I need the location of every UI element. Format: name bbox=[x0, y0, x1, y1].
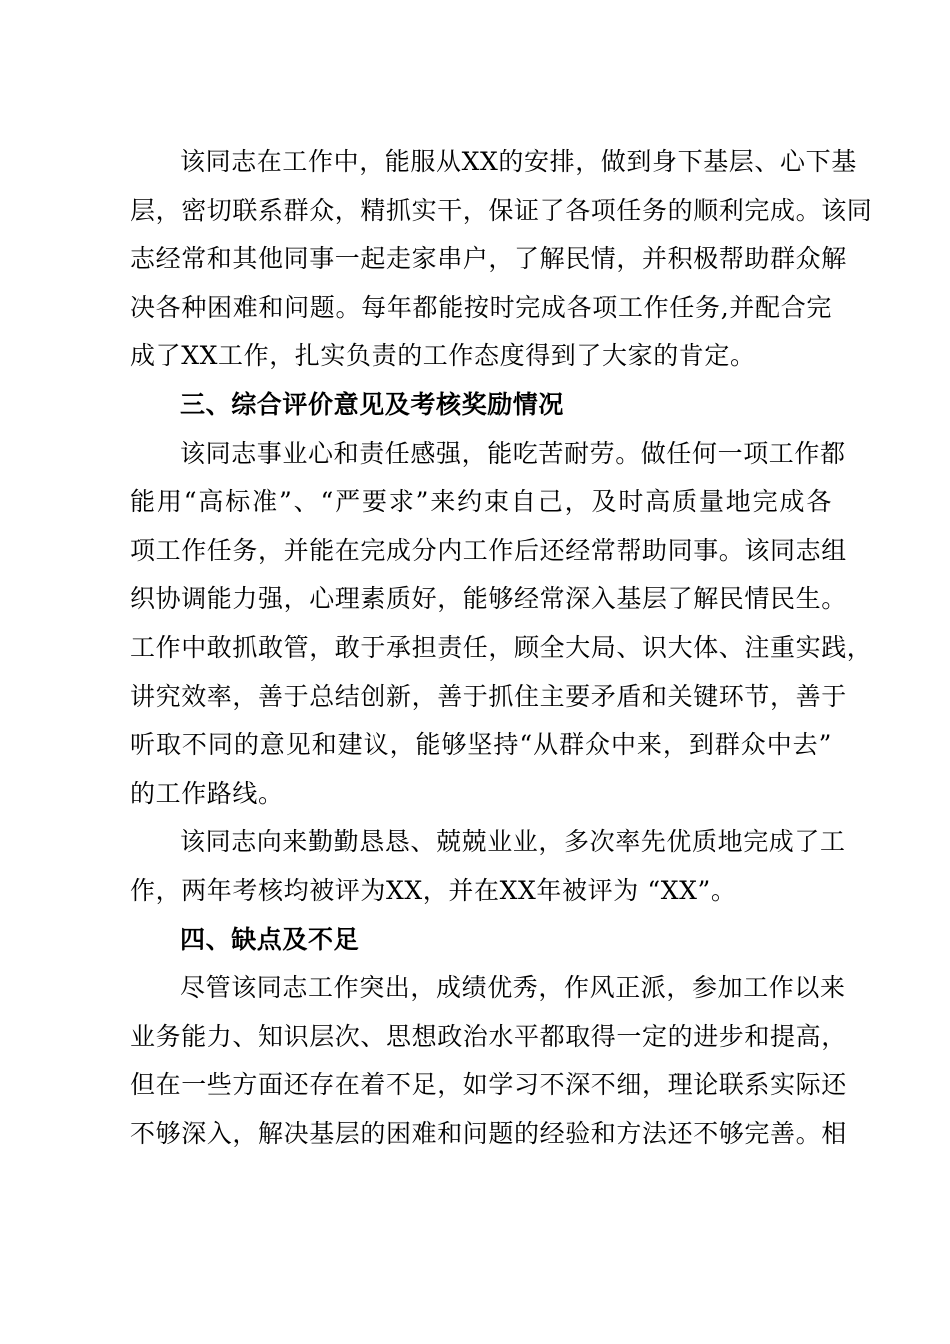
paragraph-line: 但在一些方面还存在着不足，如学习不深不细，理论联系实际还 bbox=[130, 1070, 847, 1100]
body-paragraph bbox=[130, 964, 847, 1158]
paragraph-line: 决各种困难和问题。每年都能按时完成各项工作任务,并配合完 bbox=[130, 292, 832, 322]
paragraph-line: 层，密切联系群众，精抓实干，保证了各项任务的顺利完成。该同 bbox=[130, 195, 873, 225]
document-body bbox=[130, 138, 873, 1158]
paragraph-line: 该同志在工作中，能服从XX的安排，做到身下基层、心下基 bbox=[180, 147, 857, 176]
paragraph-line: 该同志向来勤勤恳恳、兢兢业业，多次率先优质地完成了工 bbox=[180, 827, 846, 857]
paragraph-line: 志经常和其他同事一起走家串户，了解民情，并积极帮助群众解 bbox=[130, 244, 847, 274]
body-paragraph bbox=[130, 430, 873, 819]
body-paragraph bbox=[130, 818, 846, 915]
section-heading bbox=[130, 916, 832, 965]
paragraph-line: 的工作路线。 bbox=[130, 778, 284, 808]
paragraph-line: 成了XX工作，扎实负责的工作态度得到了大家的肯定。 bbox=[130, 341, 756, 371]
paragraph-line: 工作中敢抓敢管，敢于承担责任，顾全大局、识大体、注重实践， bbox=[130, 632, 873, 662]
heading-text: 四、缺点及不足 bbox=[180, 924, 360, 954]
paragraph-line: 讲究效率，善于总结创新，善于抓住主要矛盾和关键环节，善于 bbox=[130, 681, 847, 711]
paragraph-line: 尽管该同志工作突出，成绩优秀，作风正派，参加工作以来 bbox=[180, 973, 846, 1003]
section-heading bbox=[130, 381, 832, 430]
paragraph-line: 听取不同的意见和建议，能够坚持“从群众中来，到群众中去” bbox=[130, 730, 832, 760]
paragraph-line: 业务能力、知识层次、思想政治水平都取得一定的进步和提高， bbox=[130, 1021, 847, 1051]
paragraph-line: 该同志事业心和责任感强，能吃苦耐劳。做任何一项工作都 bbox=[180, 438, 846, 468]
paragraph-line: 作，两年考核均被评为XX，并在XX年被评为 “XX”。 bbox=[130, 875, 737, 905]
paragraph-line: 不够深入，解决基层的困难和问题的经验和方法还不够完善。相 bbox=[130, 1118, 847, 1148]
heading-text: 三、综合评价意见及考核奖励情况 bbox=[180, 389, 565, 419]
paragraph-line: 能用“高标准”、“严要求”来约束自己，及时高质量地完成各 bbox=[130, 487, 832, 517]
body-paragraph bbox=[130, 138, 873, 381]
paragraph-line: 项工作任务，并能在完成分内工作后还经常帮助同事。该同志组 bbox=[130, 535, 847, 565]
paragraph-line: 织协调能力强，心理素质好，能够经常深入基层了解民情民生。 bbox=[130, 584, 847, 614]
